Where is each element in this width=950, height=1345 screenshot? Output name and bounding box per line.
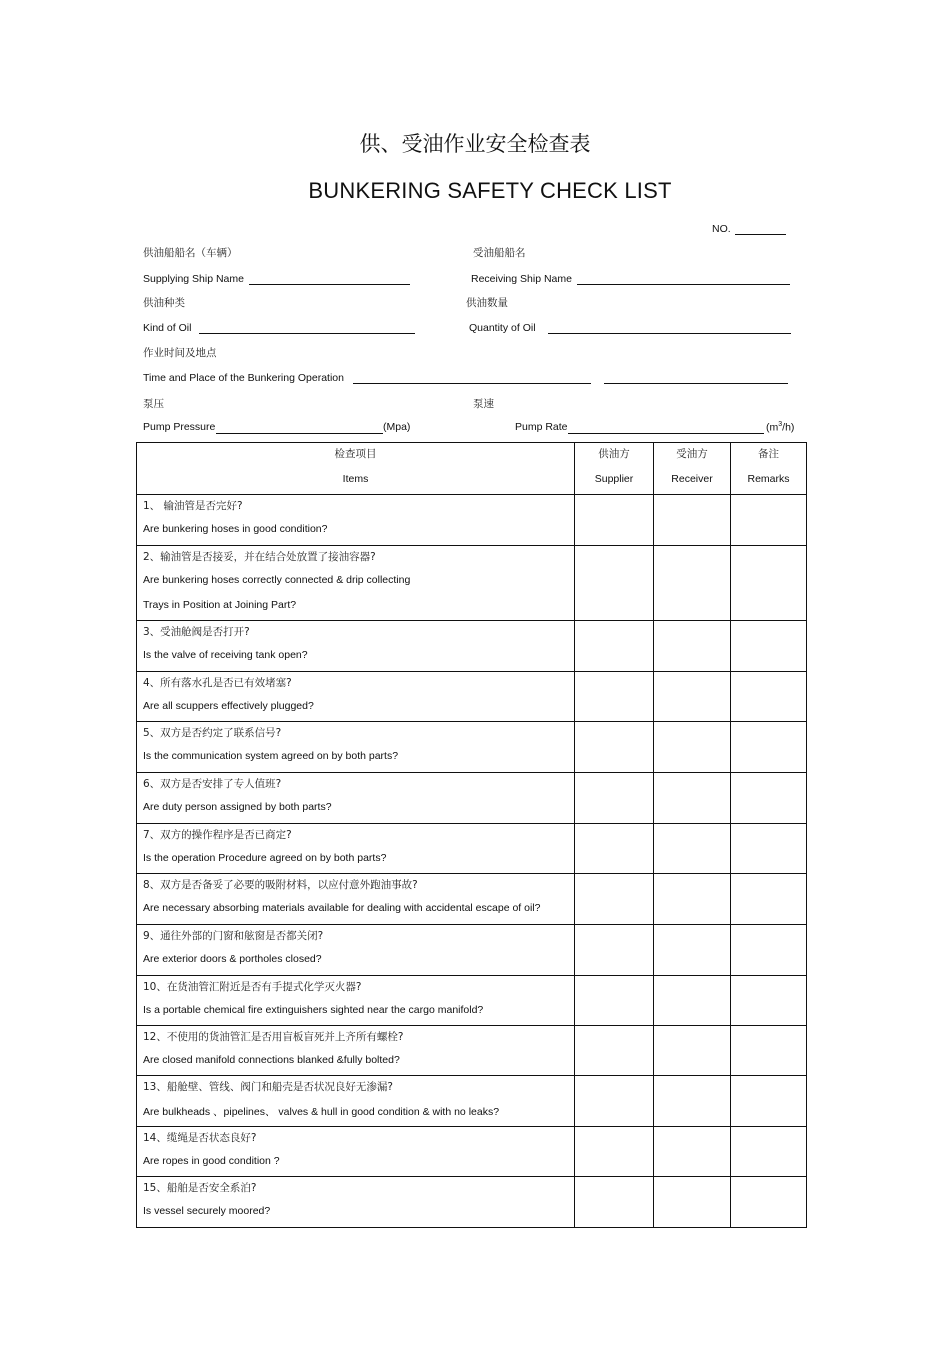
header-supplier-en: Supplier <box>594 473 634 485</box>
remarks-cell[interactable] <box>730 925 806 975</box>
pump-pressure-label: Pump Pressure <box>143 421 216 433</box>
header-supplier-cn: 供油方 <box>598 448 630 460</box>
item-question-cn: 7、双方的操作程序是否已商定? <box>143 829 292 841</box>
receiver-check-cell[interactable] <box>653 976 730 1025</box>
quantity-of-oil-label-cn: 供油数量 <box>466 297 508 309</box>
table-row <box>137 671 806 721</box>
remarks-cell[interactable] <box>730 546 806 620</box>
supplier-check-cell[interactable] <box>574 874 653 924</box>
item-question-en: Is the valve of receiving tank open? <box>143 649 308 661</box>
supplier-check-cell[interactable] <box>574 672 653 721</box>
remarks-cell[interactable] <box>730 1076 806 1126</box>
supplier-check-cell[interactable] <box>574 1127 653 1176</box>
remarks-cell[interactable] <box>730 874 806 924</box>
item-cell <box>137 824 574 873</box>
table-row <box>137 1075 806 1126</box>
item-cell <box>137 722 574 772</box>
item-question-cn: 13、船舱壁、管线、阀门和船壳是否状况良好无渗漏? <box>143 1081 393 1093</box>
time-field[interactable] <box>353 383 591 384</box>
supplier-check-cell[interactable] <box>574 722 653 772</box>
item-question-cn: 6、双方是否安排了专人值班? <box>143 778 282 790</box>
pump-rate-label: Pump Rate <box>515 421 568 433</box>
item-question-en: Are closed manifold connections blanked &fully bolted? <box>143 1054 400 1066</box>
header-receiver <box>653 443 730 494</box>
item-cell <box>137 621 574 671</box>
receiver-check-cell[interactable] <box>653 874 730 924</box>
item-question-en: Are all scuppers effectively plugged? <box>143 700 314 712</box>
item-question-cn: 1、 输油管是否完好? <box>143 500 243 512</box>
remarks-cell[interactable] <box>730 621 806 671</box>
quantity-of-oil-label: Quantity of Oil <box>469 322 536 334</box>
remarks-cell[interactable] <box>730 773 806 823</box>
item-question-en: Is the operation Procedure agreed on by both parts? <box>143 852 387 864</box>
receiver-check-cell[interactable] <box>653 1076 730 1126</box>
supplying-ship-label: Supplying Ship Name <box>143 273 244 285</box>
pump-pressure-field[interactable] <box>216 433 383 434</box>
table-row <box>137 494 806 545</box>
table-row <box>137 545 806 620</box>
supplier-check-cell[interactable] <box>574 925 653 975</box>
item-question-cn: 8、双方是否备妥了必要的吸附材料，以应付意外跑油事故? <box>143 879 418 891</box>
header-items-cn: 检查项目 <box>334 448 377 460</box>
kind-of-oil-label: Kind of Oil <box>143 322 192 334</box>
receiver-check-cell[interactable] <box>653 621 730 671</box>
receiver-check-cell[interactable] <box>653 1177 730 1227</box>
table-row <box>137 772 806 823</box>
item-question-en: Are exterior doors & portholes closed? <box>143 953 322 965</box>
remarks-cell[interactable] <box>730 1127 806 1176</box>
receiver-check-cell[interactable] <box>653 925 730 975</box>
receiver-check-cell[interactable] <box>653 672 730 721</box>
item-cell <box>137 495 574 545</box>
receiver-check-cell[interactable] <box>653 495 730 545</box>
receiver-check-cell[interactable] <box>653 1026 730 1075</box>
item-question-en: Are bulkheads 、pipelines、 valves & hull in good condition & with no leaks? <box>143 1106 500 1118</box>
receiver-check-cell[interactable] <box>653 824 730 873</box>
pump-pressure-unit: (Mpa) <box>383 421 411 433</box>
receiving-ship-label: Receiving Ship Name <box>471 273 572 285</box>
supplying-ship-label-cn: 供油船船名（车辆） <box>143 247 238 259</box>
item-cell <box>137 1076 574 1126</box>
item-question-cn: 2、输油管是否接妥，并在结合处放置了接油容器? <box>143 551 376 563</box>
receiver-check-cell[interactable] <box>653 1127 730 1176</box>
header-remarks-cn: 备注 <box>758 448 779 460</box>
table-row <box>137 1176 806 1227</box>
item-cell <box>137 1127 574 1176</box>
number-field-line[interactable] <box>735 234 786 235</box>
kind-of-oil-field[interactable] <box>199 333 415 334</box>
supplier-check-cell[interactable] <box>574 824 653 873</box>
supplier-check-cell[interactable] <box>574 495 653 545</box>
item-cell <box>137 874 574 924</box>
supplier-check-cell[interactable] <box>574 773 653 823</box>
item-question-cn: 12、不使用的货油管汇是否用盲板盲死并上齐所有螺栓? <box>143 1031 404 1043</box>
pump-rate-label-cn: 泵速 <box>473 398 494 410</box>
item-question-cn: 14、缆绳是否状态良好? <box>143 1132 257 1144</box>
item-question-en: Are ropes in good condition ? <box>143 1155 280 1167</box>
item-question-en: Trays in Position at Joining Part? <box>143 599 297 611</box>
kind-of-oil-label-cn: 供油种类 <box>143 297 185 309</box>
item-question-cn: 5、双方是否约定了联系信号? <box>143 727 282 739</box>
header-remarks <box>730 443 806 494</box>
table-header-row <box>137 443 806 494</box>
item-question-cn: 4、所有落水孔是否已有效堵塞? <box>143 677 292 689</box>
item-cell <box>137 1177 574 1227</box>
remarks-cell[interactable] <box>730 672 806 721</box>
remarks-cell[interactable] <box>730 495 806 545</box>
item-cell <box>137 672 574 721</box>
table-row <box>137 620 806 671</box>
supplier-check-cell[interactable] <box>574 546 653 620</box>
checklist-table <box>136 442 807 1228</box>
remarks-cell[interactable] <box>730 1177 806 1227</box>
item-question-en: Is a portable chemical fire extinguishers sighted near the cargo manifold? <box>143 1004 484 1016</box>
item-question-cn: 9、通往外部的门窗和舷窗是否都关闭? <box>143 930 324 942</box>
remarks-cell[interactable] <box>730 976 806 1025</box>
item-question-cn: 15、船舶是否安全系泊? <box>143 1182 257 1194</box>
time-place-label-cn: 作业时间及地点 <box>143 347 217 359</box>
supplying-ship-field[interactable] <box>249 284 410 285</box>
title-english: BUNKERING SAFETY CHECK LIST <box>308 178 672 203</box>
header-receiver-cn: 受油方 <box>676 448 708 460</box>
pump-rate-field[interactable] <box>568 433 764 434</box>
remarks-cell[interactable] <box>730 824 806 873</box>
header-items <box>137 443 574 494</box>
item-question-en: Is vessel securely moored? <box>143 1205 271 1217</box>
remarks-cell[interactable] <box>730 722 806 772</box>
item-question-en: Are bunkering hoses correctly connected & drip collecting <box>143 574 411 586</box>
receiver-check-cell[interactable] <box>653 773 730 823</box>
time-place-label: Time and Place of the Bunkering Operation <box>143 372 344 384</box>
supplier-check-cell[interactable] <box>574 976 653 1025</box>
header-receiver-en: Receiver <box>671 473 713 485</box>
item-cell <box>137 976 574 1025</box>
receiver-check-cell[interactable] <box>653 546 730 620</box>
table-row <box>137 873 806 924</box>
table-row <box>137 823 806 873</box>
number-label: NO. <box>712 223 731 235</box>
header-items-en: Items <box>342 473 369 485</box>
place-field[interactable] <box>604 383 788 384</box>
table-row <box>137 721 806 772</box>
item-cell <box>137 773 574 823</box>
supplier-check-cell[interactable] <box>574 621 653 671</box>
receiving-ship-label-cn: 受油船船名 <box>473 247 526 259</box>
table-row <box>137 975 806 1025</box>
title-chinese: 供、受油作业安全检查表 <box>359 132 591 156</box>
item-question-cn: 3、受油舱阀是否打开? <box>143 626 250 638</box>
header-supplier <box>574 443 653 494</box>
pump-pressure-label-cn: 泵压 <box>143 398 164 410</box>
header-remarks-en: Remarks <box>747 473 790 485</box>
item-cell <box>137 1026 574 1075</box>
supplier-check-cell[interactable] <box>574 1026 653 1075</box>
table-row <box>137 924 806 975</box>
item-question-en: Are duty person assigned by both parts? <box>143 801 332 813</box>
table-row <box>137 1025 806 1075</box>
item-cell <box>137 925 574 975</box>
supplier-check-cell[interactable] <box>574 1177 653 1227</box>
quantity-of-oil-field[interactable] <box>548 333 791 334</box>
supplier-check-cell[interactable] <box>574 1076 653 1126</box>
receiver-check-cell[interactable] <box>653 722 730 772</box>
item-question-en: Are necessary absorbing materials available for dealing with accidental escape of oil? <box>143 902 541 914</box>
item-question-en: Are bunkering hoses in good condition? <box>143 523 328 535</box>
table-row <box>137 1126 806 1176</box>
item-question-cn: 10、在货油管汇附近是否有手提式化学灭火器? <box>143 981 362 993</box>
item-cell <box>137 546 574 620</box>
remarks-cell[interactable] <box>730 1026 806 1075</box>
item-question-en: Is the communication system agreed on by both parts? <box>143 750 399 762</box>
pump-rate-unit: $(m^3/h)$ <box>766 421 795 434</box>
receiving-ship-field[interactable] <box>577 284 790 285</box>
